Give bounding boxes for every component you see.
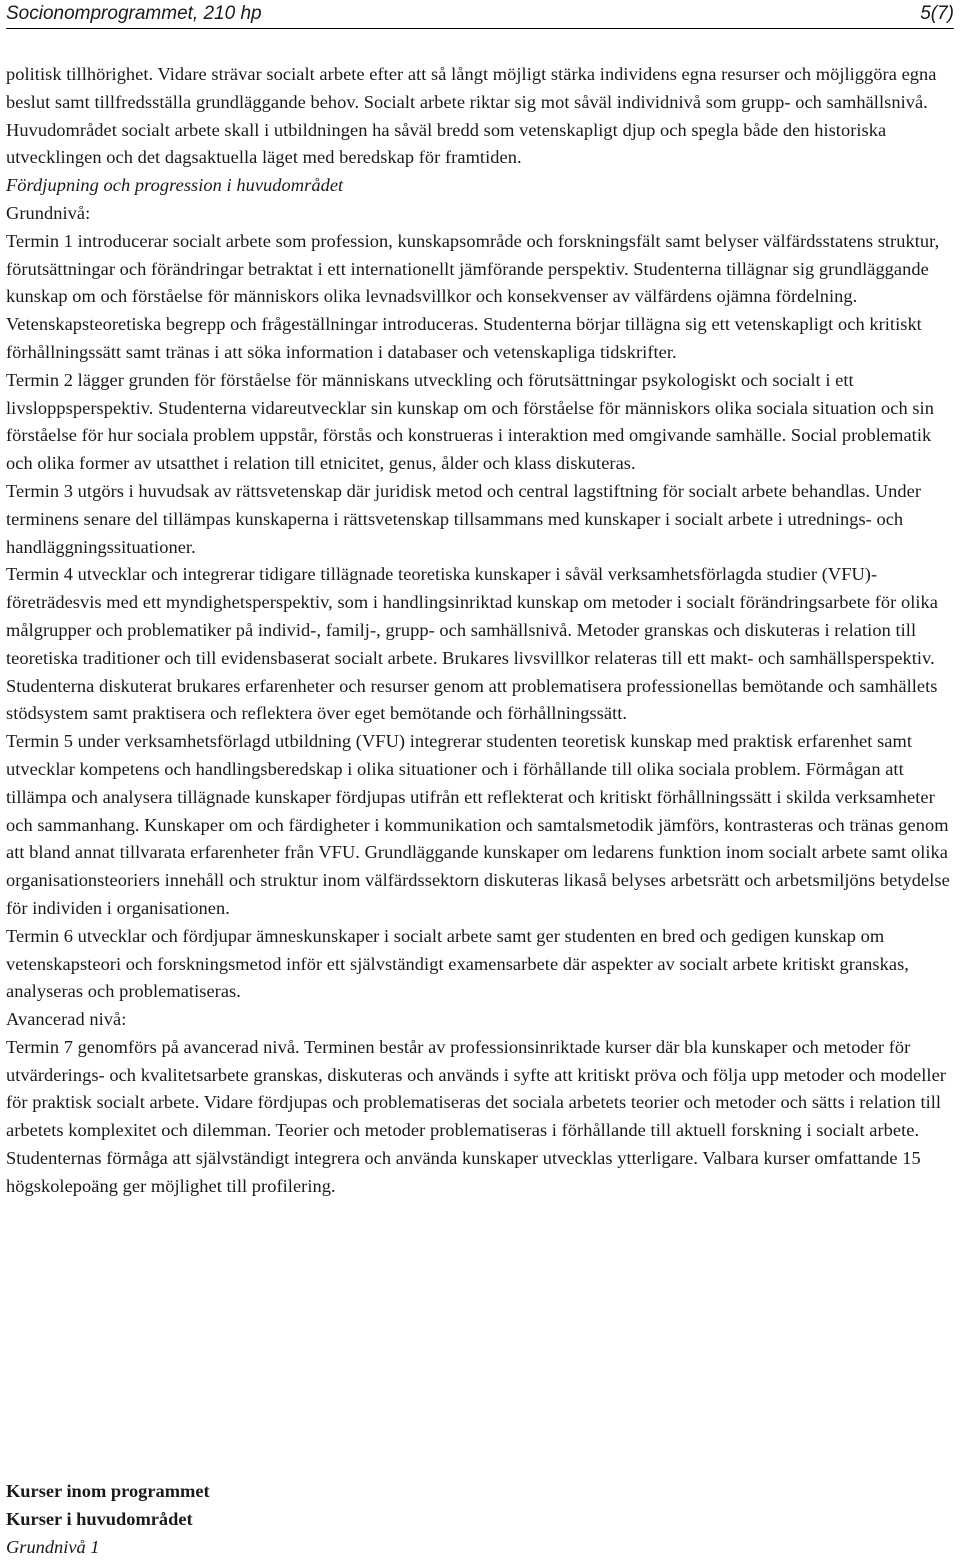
level-label-avancerad: Avancerad nivå: <box>6 1009 127 1030</box>
courses-section <box>6 1478 946 1561</box>
heading-level-1: Grundnivå 1 <box>6 1536 100 1557</box>
program-title: Socionomprogrammet, 210 hp <box>6 3 262 24</box>
page-header <box>6 2 954 29</box>
paragraph-termin-4: Termin 4 utvecklar och integrerar tidigare tillägnade teoretiska kunskaper i såväl verksamhetsförlagda studier (VFU)- företrädesvis med ett myndighetsperspektiv, som i handlingsinriktad kunskap om metoder i socialt förändringsarbete för olika målgrupper och problematiker på individ-, familj-, grupp- och samhällsnivå. Metoder granskas och diskuteras i relation till teoretiska traditioner och till evidensbaserat socialt arbete. Brukares livsvillkor relateras till ett makt- och samhällsperspektiv. Studenterna diskuterat brukares erfarenheter och resurser genom att problematisera professionellas bemötande och samhällets stödsystem samt praktisera och reflektera över eget bemötande och förhållningssätt. <box>6 564 938 724</box>
heading-courses-program: Kurser inom programmet <box>6 1481 210 1501</box>
paragraph-termin-1: Termin 1 introducerar socialt arbete som profession, kunskapsområde och forskningsfält samt belyser välfärdsstatens struktur, förutsättningar och förändringar betraktat i ett internationellt jämförande perspektiv. Studenterna tillägnar sig grundläggande kunskap om och förståelse för människors olika levnadsvillkor och konsekvenser av välfärdens ojämna fördelning. Vetenskapsteoretiska begrepp och frågeställningar introduceras. Studenterna börjar tillägna sig ett vetenskapligt och kritiskt förhållningssätt samt tränas i att söka information i databaser och vetenskapliga tidskrifter. <box>6 230 940 362</box>
document-body <box>6 61 960 1201</box>
paragraph-termin-7: Termin 7 genomförs på avancerad nivå. Terminen består av professionsinriktade kurser där bla kunskaper och metoder för utvärderings- och kvalitetsarbete granskas, diskuteras och används i syfte att kritiskt pröva och följa upp metoder och modeller för praktisk socialt arbete. Vidare fördjupas och problematiseras det sociala arbetets teorier och metoder och sätts i relation till arbetets komplexitet och dilemman. Teorier och metoder problematiseras i förhållande till aktuell forskning i socialt arbete. Studenternas förmåga att självständigt integrera och använda kunskaper utvecklas ytterligare. Valbara kurser omfattande 15 högskolepoäng ger möjlighet till profilering. <box>6 1036 946 1196</box>
paragraph-intro-continuation: politisk tillhörighet. Vidare strävar socialt arbete efter att så långt möjligt stärka individens egna resurser och möjliggöra egna beslut samt tillfredsställa grundläggande behov. Socialt arbete riktar sig mot såväl individnivå som grupp- och samhällsnivå. <box>6 64 937 112</box>
paragraph-termin-3: Termin 3 utgörs i huvudsak av rättsvetenskap där juridisk metod och central lagstiftning för socialt arbete behandlas. Under terminens senare del tillämpas kunskaperna i rättsvetenskap tillsammans med kunskaper i socialt arbete i utrednings- och handläggningssituationer. <box>6 480 921 557</box>
paragraph-huvudomradet: Huvudområdet socialt arbete skall i utbildningen ha såväl bredd som vetenskapligt djup och spegla både den historiska utvecklingen och det dagsaktuella läget med beredskap för framtiden. <box>6 119 887 168</box>
paragraph-termin-5: Termin 5 under verksamhetsförlagd utbildning (VFU) integrerar studenten teoretisk kunskap med praktisk erfarenhet samt utvecklar kompetens och handlingsberedskap i olika situationer och i förhållande till olika sociala problem. Förmågan att tillämpa och analysera tillägnade kunskaper fördjupas utifrån ett reflekterat och kritiskt förhållningssätt i skilda verksamheter och sammanhang. Kunskaper om och färdigheter i kommunikation och samtalsmetodik jämförs, kontrasteras och tränas genom att bland annat tillvarata erfarenheter från VFU. Grundläggande kunskaper om ledarens funktion inom socialt arbete samt olika organisationsteoriers innehåll och struktur inom välfärdssektorn diskuteras likaså belyses arbetsrätt och arbetsmiljöns betydelse för individen i organisationen. <box>6 731 950 918</box>
paragraph-termin-6: Termin 6 utvecklar och fördjupar ämneskunskaper i socialt arbete samt ger studenten en bred och gedigen kunskap om vetenskapsteori och forskningsmetod inför ett självständigt examensarbete där aspekter av socialt arbete kritiskt granskas, analyseras och problematiseras. <box>6 925 909 1002</box>
heading-courses-main-area: Kurser i huvudområdet <box>6 1508 193 1529</box>
paragraph-termin-2: Termin 2 lägger grunden för förståelse för människans utveckling och förutsättningar psykologiskt och socialt i ett livsloppsperspektiv. Studenterna vidareutvecklar sin kunskap om och förståelse för människors olika sociala situation och sin förståelse för hur sociala problem uppstår, förstås och konstrueras i interaktion med omgivande samhälle. Social problematik och olika former av utsatthet i relation till etnicitet, genus, ålder och klass diskuteras. <box>6 369 934 474</box>
subheading-progression: Fördjupning och progression i huvudområdet <box>6 175 344 196</box>
page-number: 5(7) <box>920 3 954 24</box>
level-label-grundniva: Grundnivå: <box>6 202 91 223</box>
